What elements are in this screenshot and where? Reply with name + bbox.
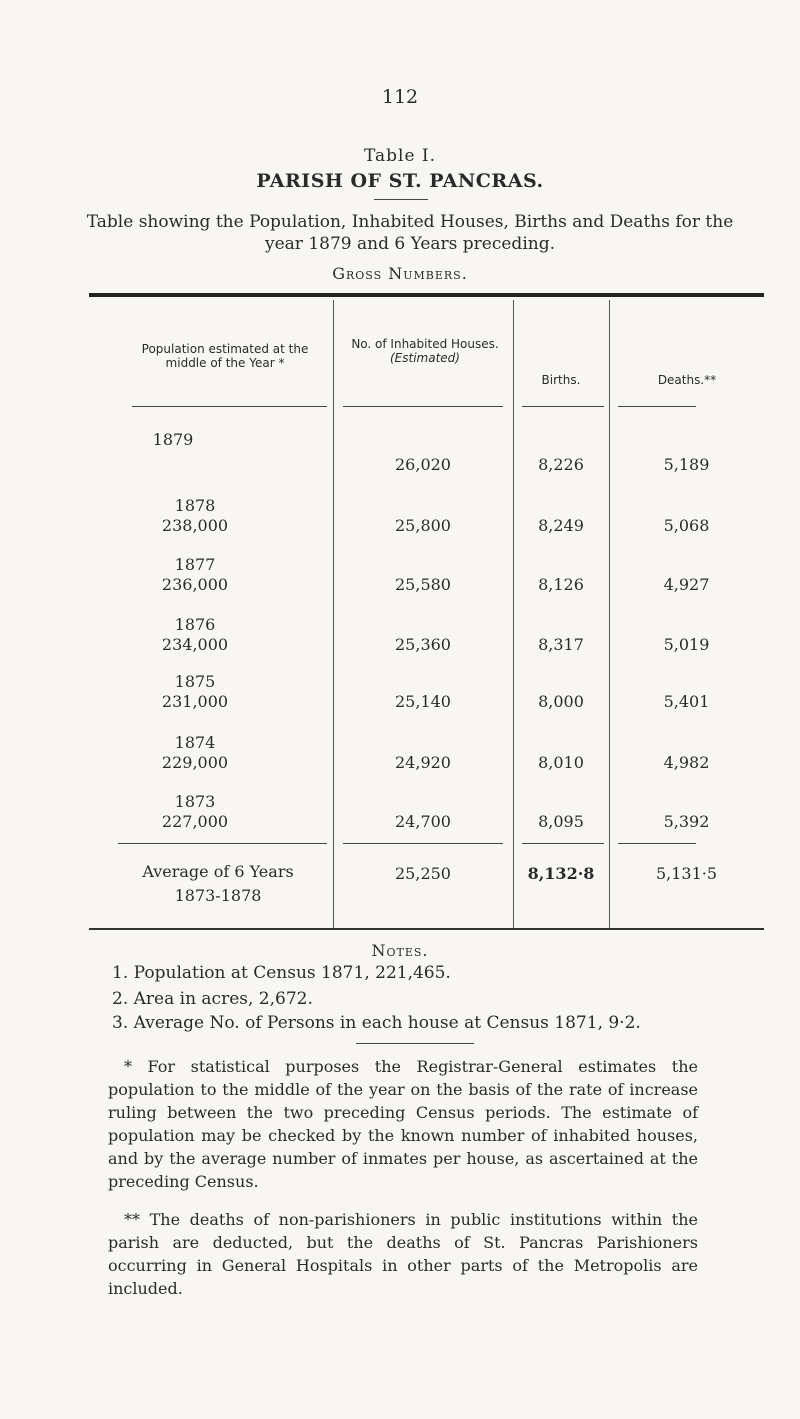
page-title: PARISH OF ST. PANCRAS. — [256, 170, 544, 192]
column-divider — [333, 300, 334, 928]
table-row-year: 1875 — [174, 672, 216, 691]
table-row-year: 1874 — [174, 733, 216, 752]
table-cell-deaths: 4,927 — [663, 575, 710, 594]
table-cell-population: 238,000 — [161, 516, 229, 535]
header-houses — [345, 337, 505, 365]
header-rule — [618, 406, 696, 407]
header-houses-label: No. of Inhabited Houses. — [351, 337, 499, 351]
average-rule — [618, 843, 696, 844]
table-cell-births: 8,317 — [538, 635, 584, 654]
table-row-year: 1876 — [174, 615, 216, 634]
table-cell-births: 8,095 — [538, 812, 584, 831]
table-cell-houses: 25,140 — [395, 692, 451, 711]
table-label: Table I. — [363, 146, 437, 166]
table-cell-houses: 24,700 — [395, 812, 451, 831]
table-cell-population: 231,000 — [161, 692, 229, 711]
table-cell-deaths: 5,401 — [663, 692, 710, 711]
header-rule — [522, 406, 604, 407]
table-cell-houses: 26,020 — [395, 455, 451, 474]
header-births: Births. — [541, 373, 581, 387]
header-population: Population estimated at the middle of the Year * — [141, 342, 309, 370]
table-cell-deaths: 5,189 — [663, 455, 710, 474]
average-label — [108, 860, 328, 908]
column-divider — [513, 300, 514, 928]
average-rule — [522, 843, 604, 844]
table-top-rule — [89, 293, 764, 297]
notes-title: Notes. — [371, 941, 429, 960]
footnote-deaths: ** The deaths of non-parishioners in public institutions within the parish are deducted, but the deaths of St. Pancras Parishioners occurring in General Hospitals in other parts of the Metropolis are included. — [108, 1210, 698, 1298]
table-cell-population: 236,000 — [161, 575, 229, 594]
table-cell-houses: 25,800 — [395, 516, 451, 535]
table-cell-deaths: 4,982 — [663, 753, 710, 772]
table-cell-births: 8,010 — [538, 753, 584, 772]
average-label-line1: Average of 6 Years — [142, 862, 294, 881]
table-cell-population: 234,000 — [161, 635, 229, 654]
table-cell-deaths: 5,019 — [663, 635, 710, 654]
table-subtitle: Gross Numbers. — [332, 264, 468, 283]
average-label-line2: 1873-1878 — [174, 886, 262, 905]
table-cell-deaths: 5,392 — [663, 812, 710, 831]
average-houses: 25,250 — [395, 864, 451, 883]
header-deaths: Deaths.** — [657, 373, 717, 387]
table-description: Table showing the Population, Inhabited Houses, Births and Deaths for the year 1879 and 6 Years preceding. — [86, 212, 734, 254]
note-item: 2. Area in acres, 2,672. — [112, 989, 313, 1009]
footnote-population: * For statistical purposes the Registrar-General estimates the population to the middle of the year on the basis of the rate of increase ruling between the two preceding Census periods. The estimate of population may be checked by the known number of inhabited houses, and by the average number of inmates per house, as ascertained at the preceding Census. — [108, 1057, 698, 1191]
table-row-year: 1877 — [174, 555, 216, 574]
average-rule — [118, 843, 327, 844]
table-cell-houses: 24,920 — [395, 753, 451, 772]
table-cell-population: 227,000 — [161, 812, 229, 831]
title-divider — [374, 199, 428, 200]
table-cell-population: 229,000 — [161, 753, 229, 772]
notes-divider — [356, 1043, 474, 1044]
note-item: 1. Population at Census 1871, 221,465. — [112, 963, 451, 983]
table-cell-houses: 25,360 — [395, 635, 451, 654]
table-row-year: 1878 — [174, 496, 216, 515]
page-number: 112 — [381, 86, 419, 108]
table-cell-births: 8,000 — [538, 692, 584, 711]
table-bottom-rule — [89, 928, 764, 930]
average-deaths: 5,131·5 — [655, 864, 718, 883]
table-row-year: 1879 — [152, 430, 194, 449]
header-rule — [132, 406, 327, 407]
note-item: 3. Average No. of Persons in each house at Census 1871, 9·2. — [112, 1013, 641, 1033]
average-rule — [343, 843, 503, 844]
table-cell-houses: 25,580 — [395, 575, 451, 594]
average-births: 8,132·8 — [527, 864, 595, 883]
column-divider — [609, 300, 610, 928]
table-cell-births: 8,249 — [538, 516, 584, 535]
table-cell-births: 8,226 — [538, 455, 584, 474]
header-rule — [343, 406, 503, 407]
header-houses-note: (Estimated) — [390, 351, 460, 365]
table-row-year: 1873 — [174, 792, 216, 811]
table-cell-deaths: 5,068 — [663, 516, 710, 535]
table-cell-births: 8,126 — [538, 575, 584, 594]
